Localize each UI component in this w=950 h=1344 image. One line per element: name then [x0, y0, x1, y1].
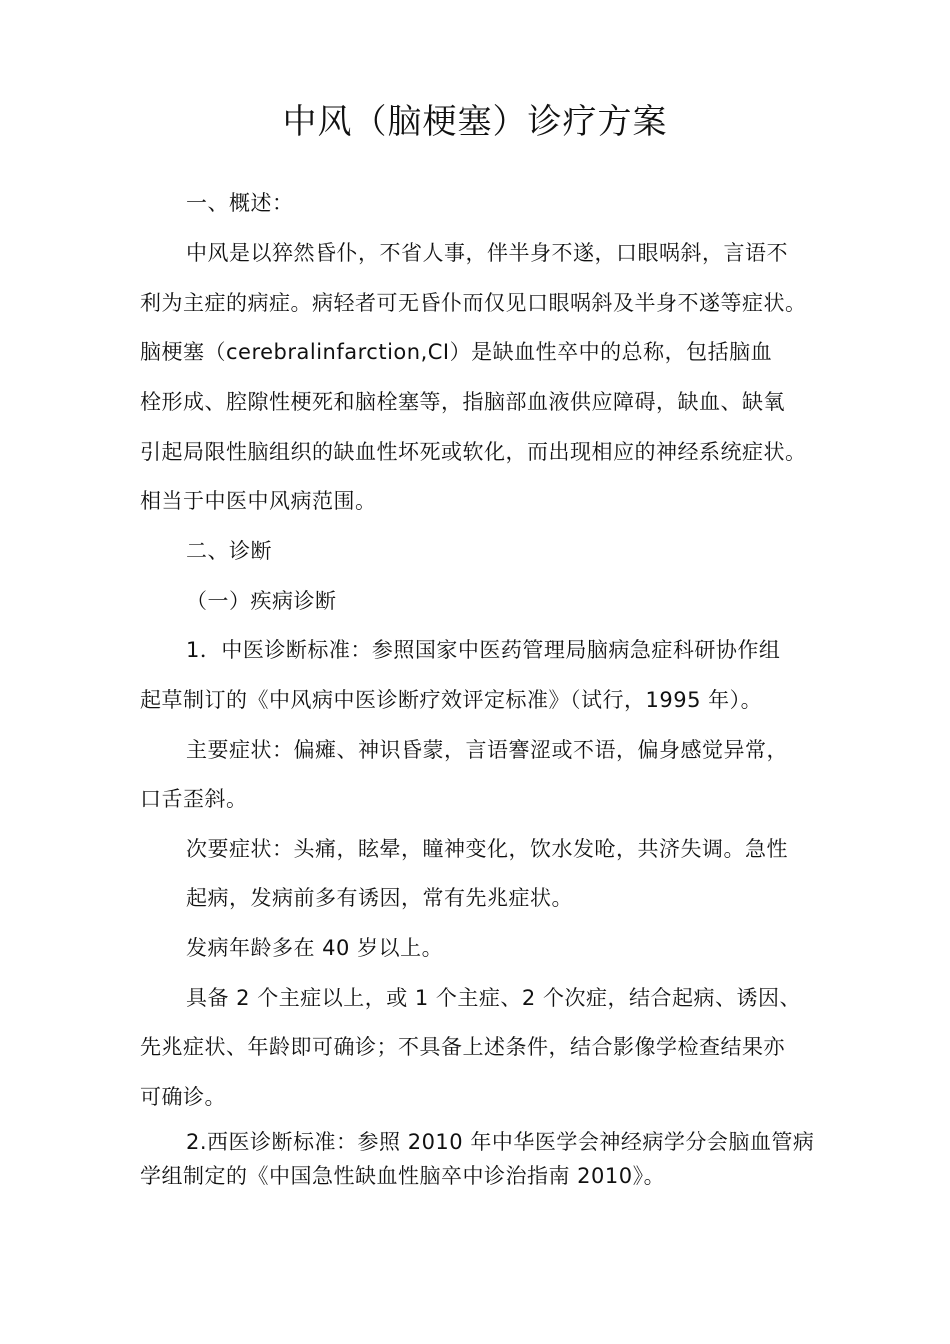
section-heading-diagnosis: 二、诊断: [186, 539, 272, 563]
paragraph-line: 栓形成、腔隙性梗死和脑栓塞等，指脑部血液供应障碍，缺血、缺氧: [140, 390, 785, 414]
paragraph-line: 具备 2 个主症以上，或 1 个主症、2 个次症，结合起病、诱因、: [186, 986, 801, 1010]
section-heading-overview: 一、概述：: [186, 191, 294, 215]
paragraph-line: 1．中医诊断标准：参照国家中医药管理局脑病急症科研协作组: [186, 638, 781, 662]
document-title: 中风（脑梗塞）诊疗方案: [282, 102, 668, 142]
paragraph-line: 可确诊。: [140, 1085, 226, 1109]
paragraph-line: 发病年龄多在 40 岁以上。: [186, 936, 444, 960]
paragraph-line: 相当于中医中风病范围。: [140, 489, 377, 513]
paragraph-line: 引起局限性脑组织的缺血性坏死或软化，而出现相应的神经系统症状。: [140, 440, 807, 464]
paragraph-line: 学组制定的《中国急性缺血性脑卒中诊治指南 2010》。: [140, 1164, 666, 1188]
paragraph-line: 利为主症的病症。病轻者可无昏仆而仅见口眼㖞斜及半身不遂等症状。: [140, 291, 807, 315]
subsection-heading-disease-diagnosis: （一）疾病诊断: [186, 589, 337, 613]
paragraph-line: 脑梗塞（cerebralinfarction,CI）是缺血性卒中的总称，包括脑血: [140, 340, 773, 364]
paragraph-line: 中风是以猝然昏仆，不省人事，伴半身不遂，口眼㖞斜，言语不: [186, 241, 788, 265]
paragraph-line: 主要症状：偏瘫、神识昏蒙，言语謇涩或不语，偏身感觉异常，: [186, 738, 788, 762]
paragraph-line: 次要症状：头痛，眩晕，瞳神变化，饮水发呛，共济失调。急性: [186, 837, 788, 861]
paragraph-line: 起草制订的《中风病中医诊断疗效评定标准》（试行，1995 年）。: [140, 688, 763, 712]
paragraph-line: 先兆症状、年龄即可确诊；不具备上述条件，结合影像学检查结果亦: [140, 1035, 785, 1059]
paragraph-line: 口舌歪斜。: [140, 787, 248, 811]
paragraph-line: 2.西医诊断标准：参照 2010 年中华医学会神经病学分会脑血管病: [186, 1130, 815, 1154]
paragraph-line: 起病，发病前多有诱因，常有先兆症状。: [186, 886, 573, 910]
